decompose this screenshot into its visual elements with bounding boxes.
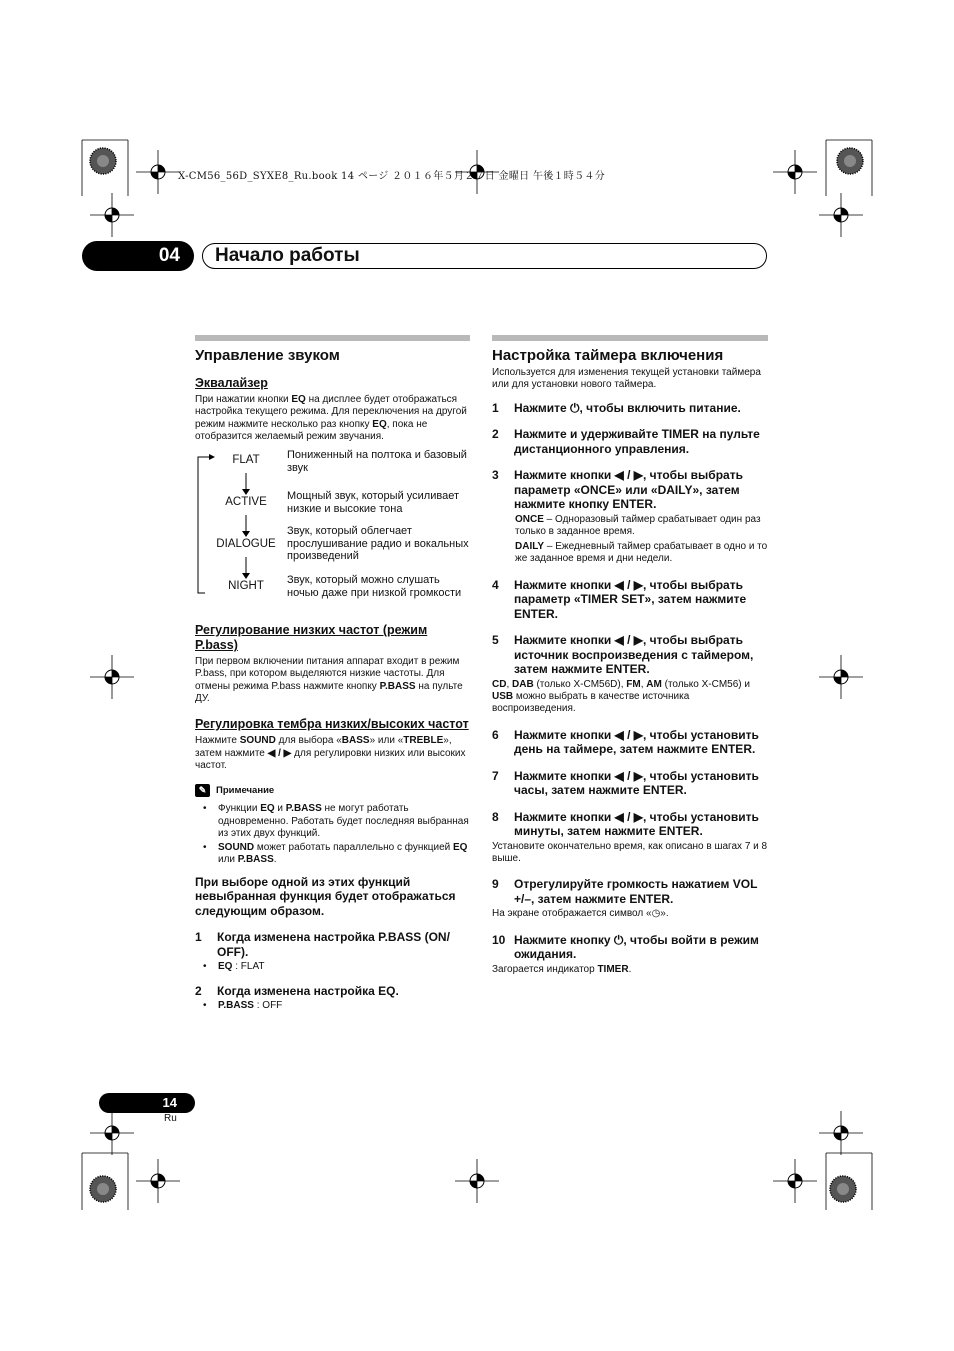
eq-mode-dialogue: DIALOGUE: [216, 538, 276, 551]
eq-mode-active: ACTIVE: [225, 496, 267, 509]
timer-step-4: 4 Нажмите кнопки ◀ / ▶, чтобы выбрать параметр «TIMER SET», затем нажмите ENTER.: [492, 577, 747, 621]
option-once: ONCE – Одноразовый таймер срабатывает один раз только в заданное время.: [515, 513, 761, 537]
pbass-text: При первом включении питания аппарат входит в режим P.bass, при котором выделяются низкие частоты. Для отмены режима P.bass нажмите кнопку P.BASS на пульте ДУ.: [195, 656, 463, 705]
note-header: [195, 784, 470, 797]
eq-heading: Эквалайзер: [195, 376, 268, 390]
timer-step-5: 5 Нажмите кнопки ◀ / ▶, чтобы выбрать источник воспроизведения с таймером, затем нажмите ENTER.: [492, 633, 754, 677]
timer-intro: Используется для изменения текущей установки таймера или для установки нового таймера.: [492, 367, 761, 391]
section-bar: [195, 335, 470, 341]
tone-text: Нажмите SOUND для выбора «BASS» или «TREBLE», затем нажмите ◀ / ▶ для регулировки низких или высоких частот.: [195, 735, 466, 771]
note-list: [195, 803, 470, 866]
right-column: [492, 335, 768, 988]
left-step-1: 1 Когда изменена настройка P.BASS (ON/ OFF).: [195, 930, 450, 959]
timer-step-8-sub: Установите окончательно время, как описано в шагах 7 и 8 выше.: [492, 840, 768, 864]
star-mark-tr: [837, 148, 863, 174]
chapter-number: 04: [82, 241, 194, 271]
print-info: X-CM56_56D_SYXE8_Ru.book 14 ページ ２０１６年５月２７日 金曜日 午後１時５４分: [178, 171, 605, 182]
timer-step-9-sub: На экране отображается символ «◷».: [492, 908, 669, 920]
timer-step-5-sub: CD, DAB (только X-CM56D), FM, AM (только X-CM56) и USB можно выбрать в качестве источника воспроизведения.: [492, 678, 751, 715]
page-number: 14: [99, 1093, 195, 1113]
section-title-timer: Настройка таймера включения: [492, 347, 724, 364]
eq-desc-night: Звук, который можно слушать ночью даже при низкой громкости: [287, 574, 462, 599]
eq-mode-night: NIGHT: [228, 580, 264, 593]
timer-step-10: 10 Нажмите кнопку ⏻, чтобы войти в режим ожидания.: [492, 932, 759, 962]
star-mark-bl: [90, 1176, 116, 1202]
function-info: При выборе одной из этих функций невыбранная функция будет отображаться следующим образом.: [195, 874, 456, 918]
section-title-sound: Управление звуком: [195, 347, 340, 364]
tone-heading: Регулировка тембра низких/высоких частот: [195, 717, 469, 732]
timer-step-7: 7 Нажмите кнопки ◀ / ▶, чтобы установить часы, затем нажмите ENTER.: [492, 768, 759, 798]
left-step-2-opt: • P.BASS : OFF: [195, 1000, 470, 1012]
left-step-1-opt: • EQ : FLAT: [195, 961, 470, 973]
section-bar: [492, 335, 768, 341]
left-column: [195, 335, 470, 1020]
eq-mode-flat: FLAT: [232, 454, 260, 467]
note-label: Примечание: [216, 785, 275, 797]
star-mark-br: [830, 1176, 856, 1202]
timer-step-9: 9 Отрегулируйте громкость нажатием VOL +/–, затем нажмите ENTER.: [492, 877, 758, 906]
star-mark-tl: [90, 148, 116, 174]
chapter-title: Начало работы: [202, 243, 767, 269]
timer-step-10-sub: Загорается индикатор TIMER.: [492, 963, 632, 975]
timer-step-6: 6 Нажмите кнопки ◀ / ▶, чтобы установить день на таймере, затем нажмите ENTER.: [492, 727, 759, 757]
pbass-heading: Регулирование низких частот (режим P.bass): [195, 623, 428, 653]
timer-step-3: 3 Нажмите кнопки ◀ / ▶, чтобы выбрать параметр «ONCE» или «DAILY», затем нажмите кнопку ENTER.: [492, 468, 743, 512]
note-item: • Функции EQ и P.BASS не могут работать одновременно. Работать будет последняя выбранная из этих двух функций.: [195, 803, 470, 840]
eq-desc-active: Мощный звук, который усиливает низкие и высокие тона: [287, 490, 459, 515]
timer-step-8: 8 Нажмите кнопки ◀ / ▶, чтобы установить минуты, затем нажмите ENTER.: [492, 809, 759, 839]
option-daily: DAILY – Ежедневный таймер срабатывает в одно и то же заданное время и дни недели.: [515, 541, 768, 565]
eq-desc-dialogue: Звук, который облегчает прослушивание радио и вокальных произведений: [287, 525, 469, 563]
eq-text: При нажатии кнопки EQ на дисплее будет отображаться настройка текущего режима. Для переключения на другой режим нажмите несколько раз кнопку EQ, пока не отобразится желаемый режим звучания.: [195, 394, 467, 442]
pencil-note-icon: ✎: [195, 784, 210, 797]
timer-step-2: 2 Нажмите и удерживайте TIMER на пульте дистанционного управления.: [492, 427, 760, 456]
note-item: • SOUND может работать параллельно с функцией EQ или P.BASS.: [195, 842, 470, 867]
page-language: Ru: [164, 1113, 177, 1124]
timer-step-1: 1 Нажмите ⏻, чтобы включить питание.: [492, 400, 741, 415]
left-step-2: 2 Когда изменена настройка EQ.: [195, 983, 399, 998]
eq-mode-diagram: [195, 449, 470, 611]
eq-desc-flat: Пониженный на полтока и базовый звук: [287, 449, 467, 474]
